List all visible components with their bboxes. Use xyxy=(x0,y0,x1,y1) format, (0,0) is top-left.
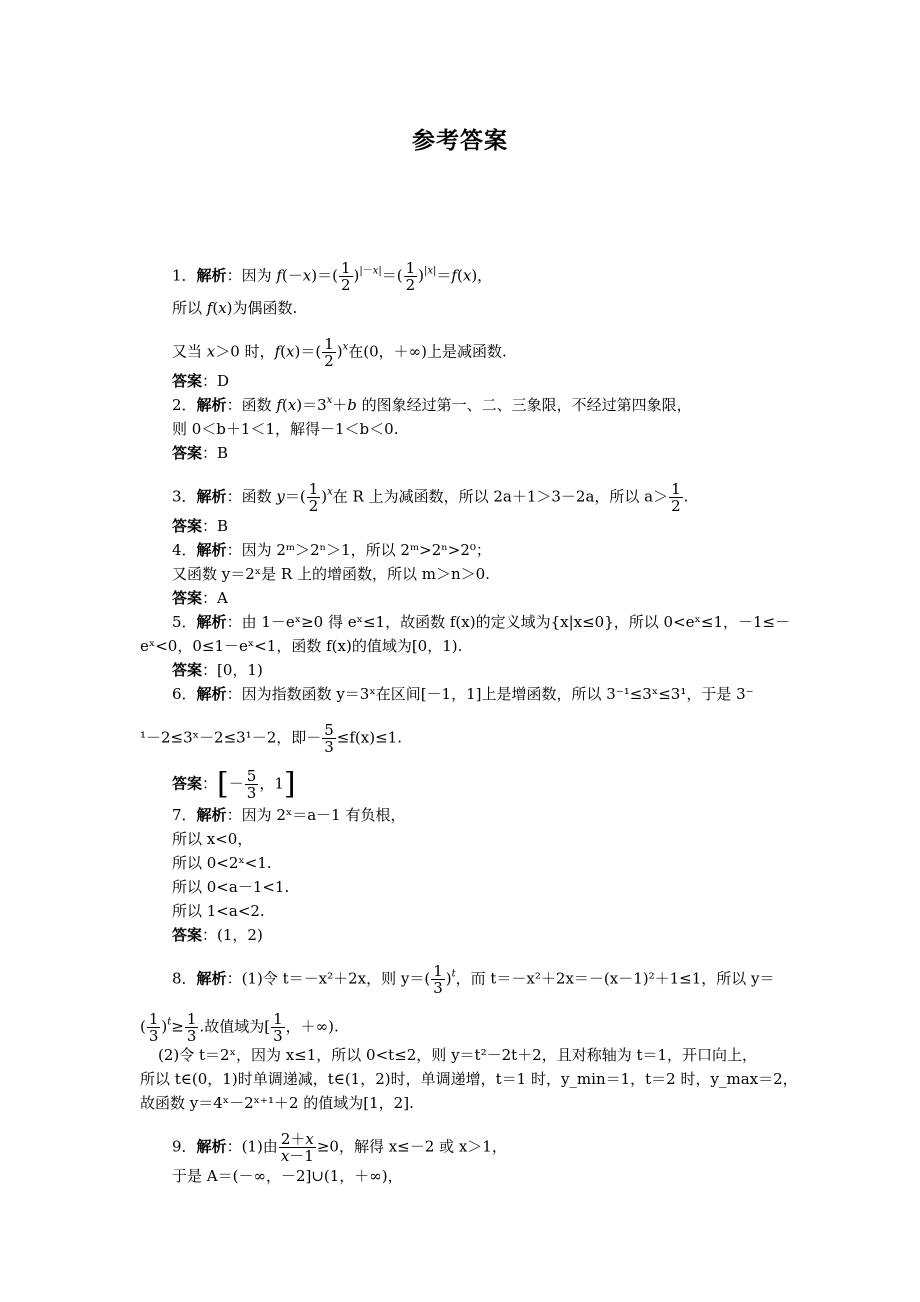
q3-line-1: 3．解析：函数 y＝( $\frac{1}{2}$ )$^x$在 R 上为减函数，所以 2a＋1＞3－2a，所以 a＞ $\frac{1}{2}$ . xyxy=(172,480,689,515)
q4-line-2: 又函数 y＝2ˣ是 R 上的增函数，所以 m＞n＞0. xyxy=(172,565,490,583)
q1-line-1: 1．解析：因为 f(－x)＝( $\frac{1}{2}$ )$^{|-x|}$＝( $\frac{1}{2}$ )$^{|x|}$＝f(x)， xyxy=(172,259,493,294)
q7-line-4: 所以 0<a－1<1. xyxy=(172,878,290,896)
q7-line-1: 7．解析：因为 2ˣ＝a－1 有负根， xyxy=(172,806,406,824)
q8-line-5: 故函数 y＝4ˣ－2ˣ⁺¹＋2 的值域为[1，2]. xyxy=(140,1094,414,1112)
q9-line-1: 9．解析：(1)由 $\frac{2+x}{x-1}$ ≥0，解得 x≤－2 或 x＞1， xyxy=(172,1130,507,1165)
q7-line-2: 所以 x<0， xyxy=(172,830,253,848)
q1-line-2: 所以 f(x)为偶函数. xyxy=(172,299,298,317)
q7-line-5: 所以 1<a<2. xyxy=(172,902,265,920)
q5-line-1: 5．解析：由 1－eˣ≥0 得 eˣ≤1，故函数 f(x)的定义域为{x|x≤0}，所以 0<eˣ≤1，－1≤－ xyxy=(172,613,791,631)
q7-answer: 答案：(1，2) xyxy=(172,926,263,944)
q2-line-2: 则 0＜b＋1＜1，解得－1＜b＜0. xyxy=(172,420,399,438)
q6-answer: 答案：[－ $\frac{5}{3}$ ，1] xyxy=(172,766,296,802)
q2-answer: 答案：B xyxy=(172,444,229,462)
q5-answer: 答案：[0，1) xyxy=(172,661,263,679)
page-title: 参考答案 xyxy=(412,128,508,154)
q4-answer: 答案：A xyxy=(172,589,228,607)
q6-line-1: 6．解析：因为指数函数 y＝3ˣ在区间[－1，1]上是增函数，所以 3⁻¹≤3ˣ≤3¹，于是 3⁻ xyxy=(172,685,754,703)
q9-line-2: 于是 A＝(－∞，－2]∪(1，＋∞)， xyxy=(172,1167,403,1185)
q3-answer: 答案：B xyxy=(172,517,229,535)
q1-answer: 答案：D xyxy=(172,372,230,390)
q6-line-2: ¹－2≤3ˣ－2≤3¹－2，即－ $\frac{5}{3}$ ≤f(x)≤1. xyxy=(140,721,402,756)
q7-line-3: 所以 0<2ˣ<1. xyxy=(172,854,272,872)
q8-line-4: 所以 t∈(0，1)时单调递减，t∈(1，2)时，单调递增，t＝1 时，y_min＝1，t＝2 时，y_max＝2， xyxy=(140,1070,798,1088)
q5-line-2: eˣ<0，0≤1－eˣ<1，函数 f(x)的值域为[0，1). xyxy=(140,637,463,655)
q4-line-1: 4．解析：因为 2ᵐ＞2ⁿ＞1，所以 2ᵐ>2ⁿ>2⁰； xyxy=(172,541,491,559)
q2-line-1: 2．解析：函数 $f(x)=3^x+b$ 的图象经过第一、二、三象限，不经过第四象限， xyxy=(172,395,692,414)
q1-line-3: 又当 x＞0 时，f(x)＝( $\frac{1}{2}$ )$^x$在(0，＋∞)上是减函数. xyxy=(172,335,507,370)
q8-line-3: (2)令 t＝2ˣ，因为 x≤1，所以 0<t≤2，则 y＝t²－2t＋2，且对称轴为 t＝1，开口向上， xyxy=(158,1046,758,1064)
q8-line-2: ( $\frac{1}{3}$ )$^t$≥ $\frac{1}{3}$ .故值域为[ $\frac{1}{3}$ ，＋∞). xyxy=(140,1010,339,1045)
q8-line-1: 8．解析：(1)令 t＝－x²＋2x，则 y＝( $\frac{1}{3}$ )$^t$，而 t＝－x²＋2x＝－(x－1)²＋1≤1，所以 y＝ xyxy=(172,962,775,997)
